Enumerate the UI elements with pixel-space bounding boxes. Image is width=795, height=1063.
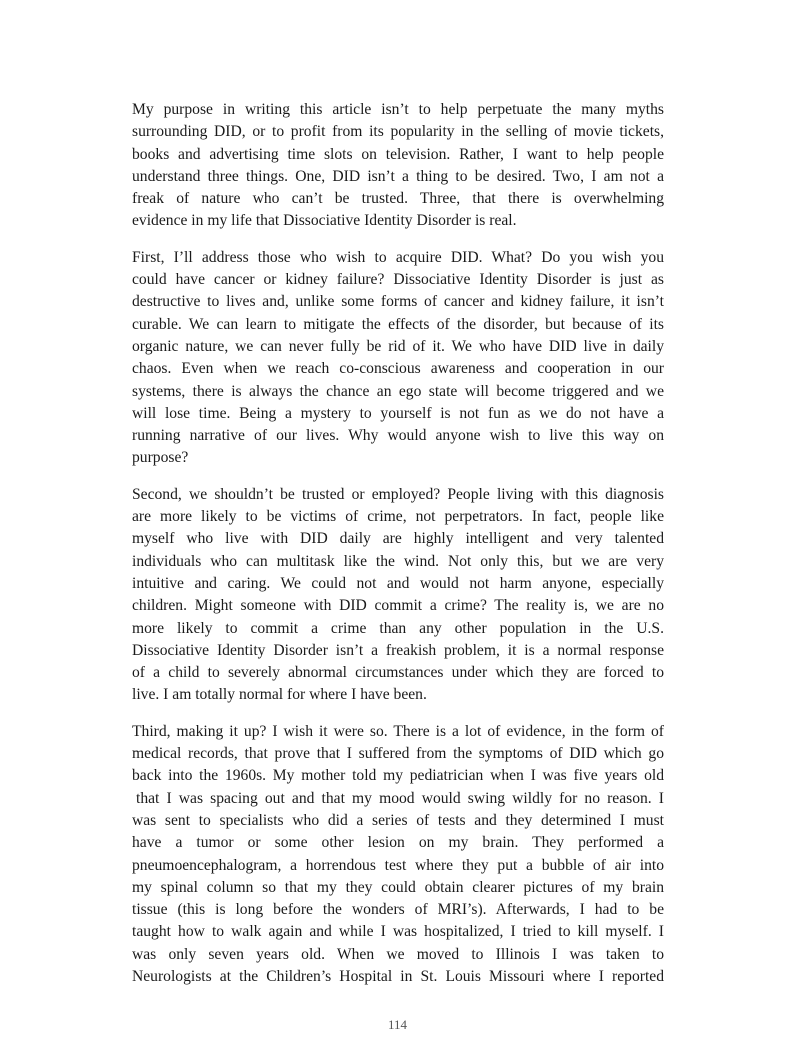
text-line: intuitive and caring. We could not and would not harm anyone, especially (132, 574, 664, 592)
text-line: individuals who can multitask like the wind. Not only this, but we are very (132, 552, 664, 570)
text-line: live. I am totally normal for where I have been. (132, 686, 427, 704)
text-line: of a child to severely abnormal circumstances under which they are forced to (132, 664, 664, 682)
body-text (132, 99, 664, 1002)
text-line: myself who live with DID daily are highly intelligent and very talented (132, 530, 664, 548)
text-line: medical records, that prove that I suffered from the symptoms of DID which go (132, 745, 664, 763)
text-line: First, I’ll address those who wish to acquire DID. What? Do you wish you (132, 248, 664, 266)
text-line: that I was spacing out and that my mood would swing wildly for no reason. I (136, 789, 664, 807)
paragraph (132, 247, 664, 470)
page-number: 114 (387, 1017, 408, 1032)
text-line: are more likely to be victims of crime, not perpetrators. In fact, people like (132, 508, 664, 526)
text-line: purpose? (132, 449, 189, 467)
text-line: Dissociative Identity Disorder isn’t a freakish problem, it is a normal response (132, 641, 664, 659)
text-line: My purpose in writing this article isn’t to help perpetuate the many myths (132, 101, 664, 118)
text-line: was sent to specialists who did a series of tests and they determined I must (132, 811, 664, 829)
text-line: back into the 1960s. My mother told my pediatrician when I was five years old (132, 767, 664, 785)
text-line: tissue (this is long before the wonders of MRI’s). Afterwards, I had to be (132, 901, 664, 919)
text-line: my spinal column so that my they could obtain clearer pictures of my brain (132, 878, 664, 896)
text-line: surrounding DID, or to profit from its popularity in the selling of movie tickets, (132, 123, 664, 141)
text-line: organic nature, we can never fully be rid of it. We who have DID live in daily (132, 337, 664, 355)
text-line: Third, making it up? I wish it were so. There is a lot of evidence, in the form of (132, 722, 664, 740)
paragraph (132, 99, 664, 233)
text-line: Second, we shouldn’t be trusted or employed? People living with this diagnosis (132, 485, 664, 503)
text-line: Neurologists at the Children’s Hospital in St. Louis Missouri where I reported (132, 967, 664, 985)
text-line: taught how to walk again and while I was hospitalized, I tried to kill myself. I (132, 923, 664, 941)
text-line: understand three things. One, DID isn’t a thing to be desired. Two, I am not a (132, 167, 664, 185)
text-line: books and advertising time slots on television. Rather, I want to help people (132, 145, 664, 163)
text-line: pneumoencephalogram, a horrendous test where they put a bubble of air into (132, 856, 664, 874)
text-line: could have cancer or kidney failure? Dissociative Identity Disorder is just as (132, 271, 664, 289)
text-line: evidence in my life that Dissociative Identity Disorder is real. (132, 212, 517, 230)
text-line: destructive to lives and, unlike some forms of cancer and kidney failure, it isn’t (132, 293, 664, 311)
text-line: curable. We can learn to mitigate the effects of the disorder, but because of its (132, 315, 664, 333)
text-line: children. Might someone with DID commit a crime? The reality is, we are no (132, 597, 664, 615)
text-line: will lose time. Being a mystery to yourself is not fun as we do not have a (132, 404, 664, 422)
text-line: was only seven years old. When we moved to Illinois I was taken to (132, 945, 664, 963)
paragraph (132, 484, 664, 707)
text-line: systems, there is always the chance an ego state will become triggered and we (132, 382, 664, 400)
text-line: have a tumor or some other lesion on my brain. They performed a (132, 834, 664, 852)
paragraph (132, 721, 664, 989)
text-line: chaos. Even when we reach co-conscious awareness and cooperation in our (132, 360, 664, 378)
text-line: running narrative of our lives. Why would anyone wish to live this way on (132, 427, 664, 445)
text-line: freak of nature who can’t be trusted. Three, that there is overwhelming (132, 190, 664, 208)
text-line: more likely to commit a crime than any other population in the U.S. (132, 619, 664, 637)
